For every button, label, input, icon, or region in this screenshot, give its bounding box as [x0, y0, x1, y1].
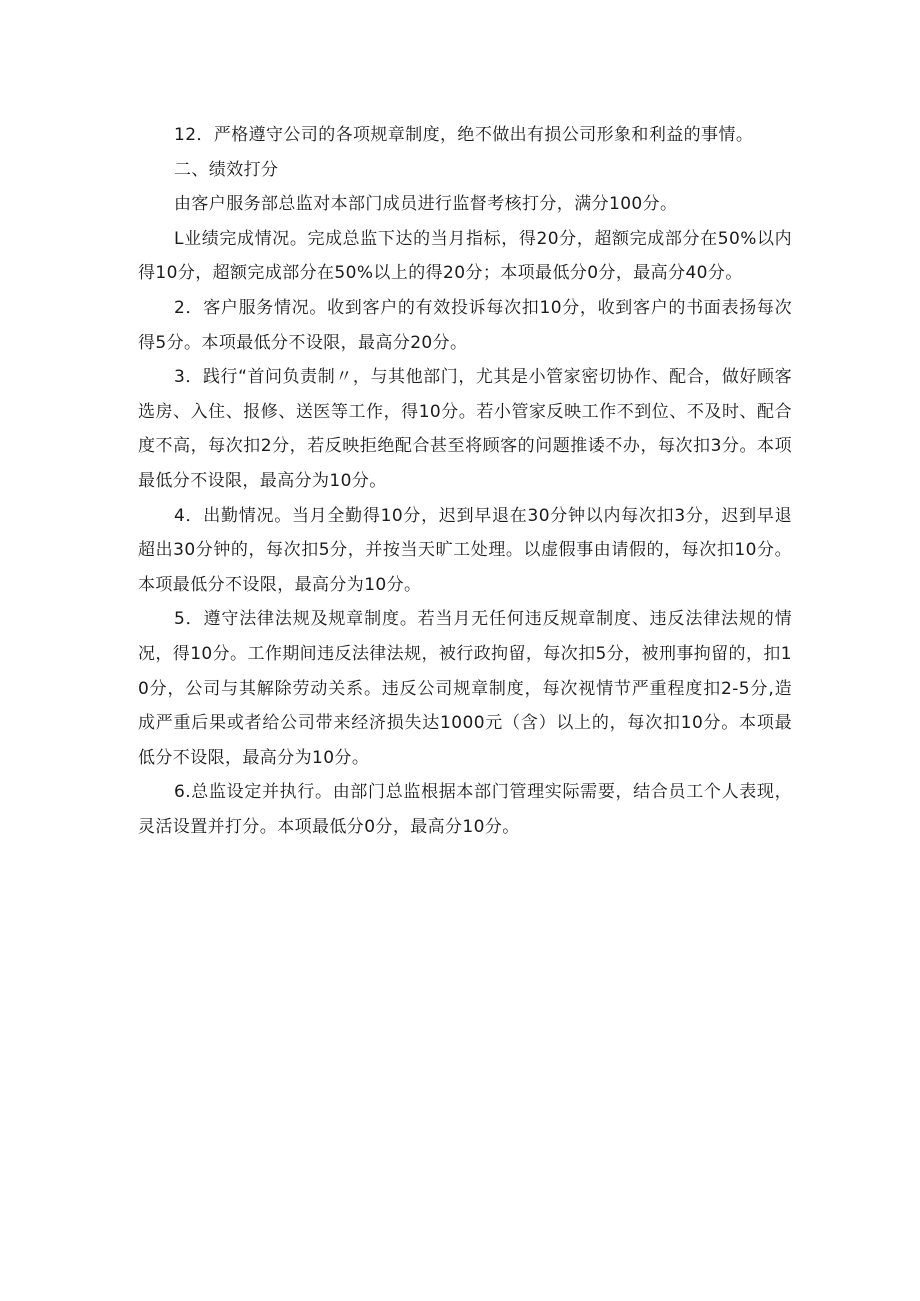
- paragraph-scoring-intro: 由客户服务部总监对本部门成员进行监督考核打分，满分100分。: [174, 194, 678, 215]
- paragraph-item-4-attendance: 4．出勤情况。当月全勤得10分，迟到早退在30分钟以内每次扣3分，迟到早退超出30分钟的，每次扣5分，并按当天旷工处理。以虚假事由请假的，每次扣10分。本项最低分不设限，最高分为10分。: [138, 505, 792, 595]
- paragraph-rule-12: 12．严格遵守公司的各项规章制度，绝不做出有损公司形象和利益的事情。: [174, 125, 754, 145]
- paragraph-item-2-customer-service: 2．客户服务情况。收到客户的有效投诉每次扣10分，收到客户的书面表扬每次得5分。本项最低分不设限，最高分20分。: [138, 297, 792, 353]
- document-body: [138, 118, 792, 844]
- paragraph-item-3-first-responsibility: 3．践行“首问负责制〃，与其他部门，尤其是小管家密切协作、配合，做好顾客选房、入住、报修、送医等工作，得10分。若小管家反映工作不到位、不及时、配合度不高，每次扣2分，若反映拒绝配合甚至将顾客的问题推诿不办，每次扣3分。本项最低分不设限，最高分为10分。: [138, 367, 792, 491]
- paragraph-item-1-performance: L业绩完成情况。完成总监下达的当月指标，得20分，超额完成部分在50%以内得10分，超额完成部分在50%以上的得20分；本项最低分0分，最高分40分。: [138, 228, 792, 284]
- section-heading-performance-scoring: 二、绩效打分: [174, 159, 279, 180]
- paragraph-item-5-compliance: 5．遵守法律法规及规章制度。若当月无任何违反规章制度、违反法律法规的情况，得10分。工作期间违反法律法规，被行政拘留，每次扣5分，被刑事拘留的，扣10分，公司与其解除劳动关系。违反公司规章制度，每次视情节严重程度扣2-5分,造成严重后果或者给公司带来经济损失达1000元（含）以上的，每次扣10分。本项最低分不设限，最高分为10分。: [138, 609, 792, 768]
- paragraph-item-6-director-set: 6.总监设定并执行。由部门总监根据本部门管理实际需要，结合员工个人表现，灵活设置并打分。本项最低分0分，最高分10分。: [138, 782, 792, 837]
